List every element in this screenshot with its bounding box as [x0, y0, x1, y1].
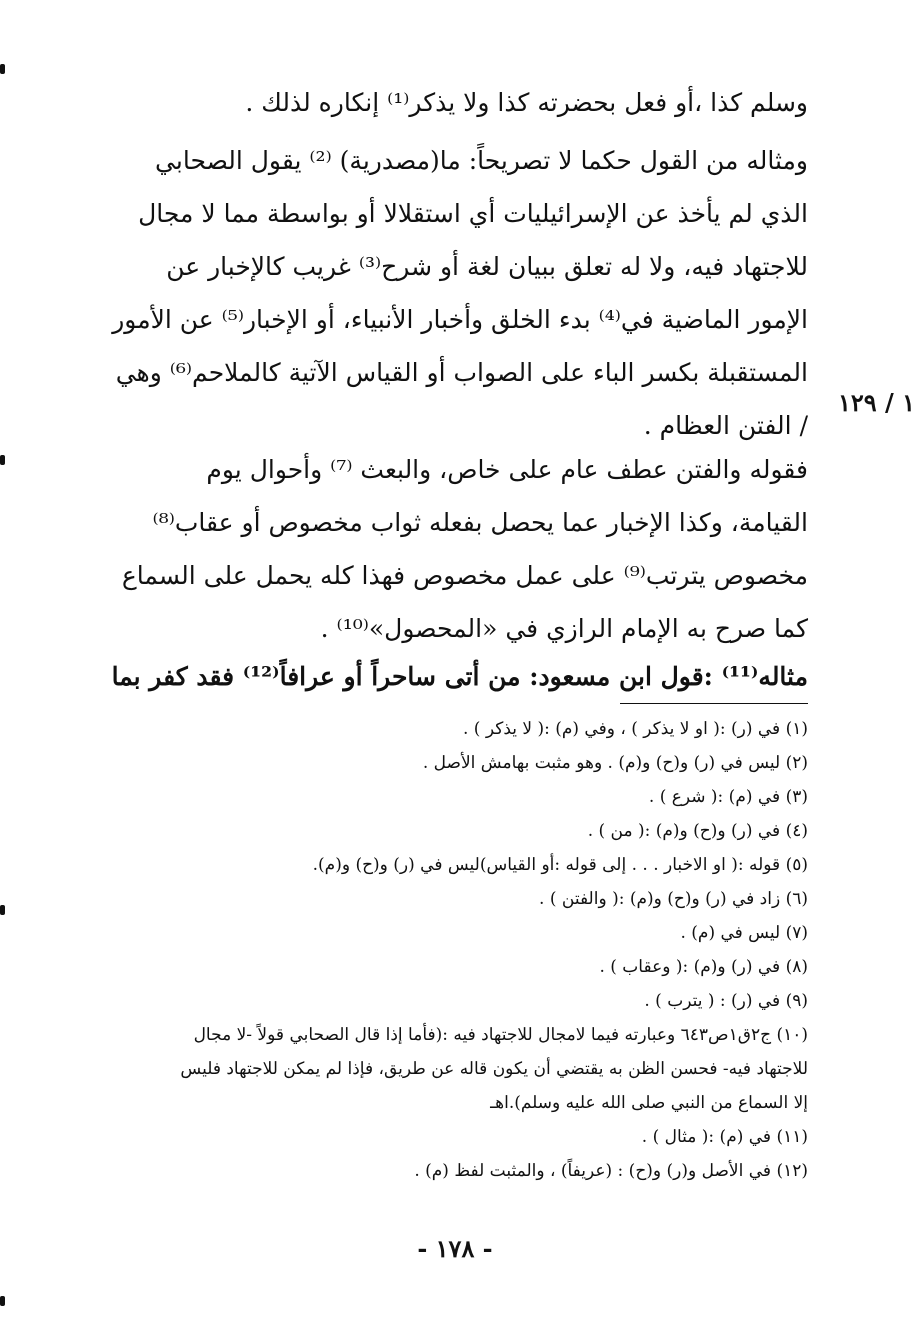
footnote: (٣) في (م) :( شرع ) . [648, 787, 808, 807]
text-line: فقوله والفتن عطف عام على خاص، والبعث ⁽⁷⁾ وأحوال يوم [206, 455, 808, 484]
text-line: ومثاله من القول حكما لا تصريحاً: ما(مصدرية) ⁽²⁾ يقول الصحابي [155, 146, 808, 175]
footnote: (٤) في (ر) و(ح) و(م) :( من ) . [587, 821, 808, 841]
scan-mark [0, 64, 5, 74]
footnote: (١١) في (م) :( مثال ) . [641, 1127, 808, 1147]
footnote-separator [620, 703, 808, 704]
paragraph-2 [98, 134, 808, 452]
text-line: المستقبلة بكسر الباء على الصواب أو القياس الآتية كالملاحم⁽⁶⁾ وهي [115, 358, 808, 387]
paragraph-1 [98, 76, 808, 129]
footnote: (٩) في (ر) : ( يترب ) . [644, 991, 808, 1011]
text-line: / الفتن العظام . [643, 411, 808, 440]
footnote: (١) في (ر) :( او لا يذكر ) ، وفي (م) :( لا يذكر ) . [463, 719, 808, 739]
footnote: (١٢) في الأصل و(ر) و(ح) : (عريفاً) ، والمثبت لفظ (م) . [414, 1161, 808, 1181]
scan-mark [0, 455, 5, 465]
footnote: (٧) ليس في (م) . [680, 923, 808, 943]
text-line: الإمور الماضية في⁽⁴⁾ بدء الخلق وأخبار الأنبياء، أو الإخبار⁽⁵⁾ عن الأمور [112, 305, 808, 334]
text-line: الذي لم يأخذ عن الإسرائيليات أي استقلالا أو بواسطة مما لا مجال [138, 199, 808, 228]
text-line: وسلم كذا ،أو فعل بحضرته كذا ولا يذكر⁽¹⁾ إنكاره لذلك . [245, 88, 808, 117]
footnotes [90, 712, 808, 1188]
paragraph-3 [98, 443, 808, 655]
footnote: (٢) ليس في (ر) و(ح) و(م) . وهو مثبت بهامش الأصل . [422, 753, 808, 773]
folio-marker: ١ / ١٢٩ [838, 388, 915, 417]
footnote: (٥) قوله :( او الاخبار . . . إلى قوله :أو القياس)ليس في (ر) و(ح) و(م). [312, 855, 808, 875]
footnote-continuation: للاجتهاد فيه- فحسن الظن به يقتضي أن يكون قاله عن طريق، فإذا لم يمكن للاجتهاد فليس [180, 1059, 808, 1079]
text-line: مخصوص يترتب⁽⁹⁾ على عمل مخصوص فهذا كله يحمل على السماع [121, 561, 808, 590]
example-paragraph [98, 650, 808, 703]
text-line: للاجتهاد فيه، ولا له تعلق ببيان لغة أو شرح⁽³⁾ غريب كالإخبار عن [166, 252, 808, 281]
scan-mark [0, 905, 5, 915]
scan-mark [0, 1296, 5, 1306]
example-line: مثاله⁽¹¹⁾ :قول ابن مسعود: من أتى ساحراً أو عرافاً⁽¹²⁾ فقد كفر بما [111, 662, 808, 691]
footnote: (٨) في (ر) و(م) :( وعقاب ) . [599, 957, 808, 977]
text-line: كما صرح به الإمام الرازي في «المحصول»⁽¹⁰⁾ . [320, 614, 808, 643]
text-line: القيامة، وكذا الإخبار عما يحصل بفعله ثواب مخصوص أو عقاب⁽⁸⁾ [152, 508, 808, 537]
page-number: - ١٧٨ - [417, 1234, 493, 1263]
footnote: (٦) زاد في (ر) و(ح) و(م) :( والفتن ) . [539, 889, 808, 909]
footnote-continuation: إلا السماع من النبي صلى الله عليه وسلم).اهـ [490, 1093, 808, 1113]
footnote: (١٠) ج٢ق١ص٦٤٣ وعبارته فيما لامجال للاجتهاد فيه :(فأما إذا قال الصحابي قولاً -لا مجال [193, 1025, 808, 1045]
